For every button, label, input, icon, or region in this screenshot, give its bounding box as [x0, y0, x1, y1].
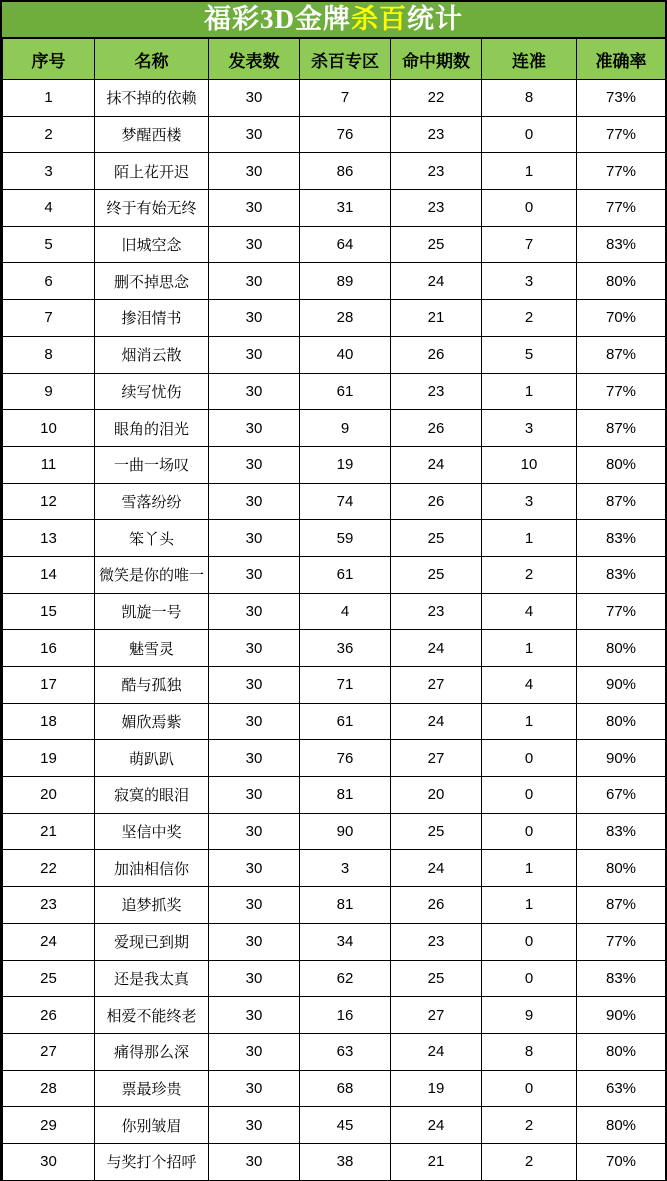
cell-index: 12: [3, 483, 95, 520]
cell-name: 一曲一场叹: [95, 446, 209, 483]
cell-kill-zone: 61: [300, 703, 391, 740]
cell-published: 30: [209, 153, 300, 190]
cell-published: 30: [209, 373, 300, 410]
cell-accuracy: 90%: [577, 740, 666, 777]
cell-kill-zone: 9: [300, 410, 391, 447]
column-header-streak: 连准: [482, 39, 577, 80]
cell-index: 9: [3, 373, 95, 410]
cell-index: 26: [3, 997, 95, 1034]
cell-kill-zone: 81: [300, 887, 391, 924]
cell-accuracy: 67%: [577, 777, 666, 814]
table-row: [3, 190, 666, 227]
cell-published: 30: [209, 923, 300, 960]
cell-streak: 9: [482, 997, 577, 1034]
cell-published: 30: [209, 813, 300, 850]
cell-kill-zone: 71: [300, 667, 391, 704]
cell-kill-zone: 34: [300, 923, 391, 960]
cell-accuracy: 90%: [577, 997, 666, 1034]
cell-kill-zone: 81: [300, 777, 391, 814]
cell-index: 18: [3, 703, 95, 740]
cell-hit-periods: 23: [391, 373, 482, 410]
table-row: [3, 80, 666, 117]
cell-accuracy: 80%: [577, 703, 666, 740]
cell-index: 24: [3, 923, 95, 960]
column-header-hit-periods: 命中期数: [391, 39, 482, 80]
cell-streak: 1: [482, 153, 577, 190]
cell-hit-periods: 26: [391, 410, 482, 447]
cell-accuracy: 77%: [577, 373, 666, 410]
cell-accuracy: 70%: [577, 1143, 666, 1180]
cell-name: 相爱不能终老: [95, 997, 209, 1034]
cell-published: 30: [209, 960, 300, 997]
cell-published: 30: [209, 483, 300, 520]
cell-name: 爱现已到期: [95, 923, 209, 960]
cell-index: 5: [3, 226, 95, 263]
cell-kill-zone: 74: [300, 483, 391, 520]
cell-published: 30: [209, 887, 300, 924]
table-row: [3, 1107, 666, 1144]
cell-streak: 4: [482, 593, 577, 630]
cell-streak: 0: [482, 923, 577, 960]
cell-kill-zone: 63: [300, 1033, 391, 1070]
cell-accuracy: 83%: [577, 520, 666, 557]
cell-streak: 7: [482, 226, 577, 263]
cell-accuracy: 80%: [577, 263, 666, 300]
cell-index: 30: [3, 1143, 95, 1180]
cell-kill-zone: 76: [300, 740, 391, 777]
cell-name: 追梦抓奖: [95, 887, 209, 924]
cell-name: 媚欣焉紫: [95, 703, 209, 740]
cell-streak: 2: [482, 556, 577, 593]
cell-name: 眼角的泪光: [95, 410, 209, 447]
cell-accuracy: 77%: [577, 153, 666, 190]
cell-index: 10: [3, 410, 95, 447]
cell-index: 16: [3, 630, 95, 667]
cell-index: 6: [3, 263, 95, 300]
cell-name: 还是我太真: [95, 960, 209, 997]
cell-accuracy: 80%: [577, 850, 666, 887]
cell-published: 30: [209, 263, 300, 300]
cell-streak: 0: [482, 777, 577, 814]
cell-index: 7: [3, 300, 95, 337]
cell-streak: 4: [482, 667, 577, 704]
cell-streak: 0: [482, 960, 577, 997]
table-row: [3, 446, 666, 483]
cell-streak: 5: [482, 336, 577, 373]
table-row: [3, 1070, 666, 1107]
cell-kill-zone: 16: [300, 997, 391, 1034]
cell-name: 萌趴趴: [95, 740, 209, 777]
cell-index: 14: [3, 556, 95, 593]
cell-published: 30: [209, 997, 300, 1034]
table-row: [3, 153, 666, 190]
table-row: [3, 703, 666, 740]
cell-hit-periods: 24: [391, 263, 482, 300]
cell-published: 30: [209, 1143, 300, 1180]
cell-hit-periods: 25: [391, 813, 482, 850]
cell-accuracy: 83%: [577, 813, 666, 850]
cell-hit-periods: 22: [391, 80, 482, 117]
table-row: [3, 593, 666, 630]
cell-hit-periods: 26: [391, 887, 482, 924]
table-row: [3, 960, 666, 997]
cell-streak: 8: [482, 80, 577, 117]
cell-index: 22: [3, 850, 95, 887]
cell-index: 25: [3, 960, 95, 997]
cell-published: 30: [209, 850, 300, 887]
table-row: [3, 116, 666, 153]
cell-published: 30: [209, 703, 300, 740]
cell-name: 烟消云散: [95, 336, 209, 373]
cell-streak: 1: [482, 850, 577, 887]
column-header-kill-zone: 杀百专区: [300, 39, 391, 80]
cell-streak: 0: [482, 813, 577, 850]
cell-name: 票最珍贵: [95, 1070, 209, 1107]
cell-hit-periods: 23: [391, 153, 482, 190]
cell-hit-periods: 26: [391, 336, 482, 373]
cell-index: 27: [3, 1033, 95, 1070]
cell-accuracy: 83%: [577, 226, 666, 263]
cell-hit-periods: 24: [391, 446, 482, 483]
cell-index: 19: [3, 740, 95, 777]
cell-name: 续写忧伤: [95, 373, 209, 410]
column-header-published: 发表数: [209, 39, 300, 80]
cell-index: 23: [3, 887, 95, 924]
cell-streak: 0: [482, 740, 577, 777]
cell-index: 3: [3, 153, 95, 190]
cell-streak: 3: [482, 483, 577, 520]
cell-index: 8: [3, 336, 95, 373]
cell-accuracy: 63%: [577, 1070, 666, 1107]
cell-published: 30: [209, 556, 300, 593]
cell-index: 13: [3, 520, 95, 557]
cell-streak: 2: [482, 1107, 577, 1144]
cell-streak: 1: [482, 630, 577, 667]
cell-hit-periods: 25: [391, 960, 482, 997]
table-row: [3, 630, 666, 667]
cell-name: 陌上花开迟: [95, 153, 209, 190]
cell-kill-zone: 68: [300, 1070, 391, 1107]
table-row: [3, 226, 666, 263]
cell-kill-zone: 89: [300, 263, 391, 300]
cell-index: 15: [3, 593, 95, 630]
cell-accuracy: 87%: [577, 410, 666, 447]
cell-index: 21: [3, 813, 95, 850]
cell-index: 1: [3, 80, 95, 117]
cell-accuracy: 80%: [577, 1107, 666, 1144]
cell-accuracy: 87%: [577, 483, 666, 520]
cell-streak: 1: [482, 520, 577, 557]
cell-published: 30: [209, 630, 300, 667]
cell-kill-zone: 31: [300, 190, 391, 227]
cell-hit-periods: 21: [391, 300, 482, 337]
cell-published: 30: [209, 410, 300, 447]
cell-streak: 3: [482, 410, 577, 447]
cell-accuracy: 70%: [577, 300, 666, 337]
table-row: [3, 300, 666, 337]
cell-streak: 2: [482, 300, 577, 337]
cell-published: 30: [209, 1070, 300, 1107]
table-row: [3, 813, 666, 850]
title-prefix: 福彩3D金牌: [204, 4, 351, 34]
cell-hit-periods: 21: [391, 1143, 482, 1180]
cell-name: 魅雪灵: [95, 630, 209, 667]
cell-kill-zone: 3: [300, 850, 391, 887]
cell-kill-zone: 61: [300, 373, 391, 410]
title-highlight: 杀百: [351, 4, 407, 34]
cell-kill-zone: 28: [300, 300, 391, 337]
cell-published: 30: [209, 593, 300, 630]
cell-accuracy: 80%: [577, 446, 666, 483]
table-row: [3, 410, 666, 447]
cell-hit-periods: 26: [391, 483, 482, 520]
cell-index: 28: [3, 1070, 95, 1107]
cell-hit-periods: 19: [391, 1070, 482, 1107]
cell-hit-periods: 27: [391, 997, 482, 1034]
cell-kill-zone: 61: [300, 556, 391, 593]
cell-streak: 8: [482, 1033, 577, 1070]
cell-streak: 10: [482, 446, 577, 483]
table-row: [3, 483, 666, 520]
cell-index: 2: [3, 116, 95, 153]
cell-name: 微笑是你的唯一: [95, 556, 209, 593]
table-row: [3, 1033, 666, 1070]
table-row: [3, 373, 666, 410]
cell-streak: 1: [482, 373, 577, 410]
cell-published: 30: [209, 520, 300, 557]
cell-kill-zone: 19: [300, 446, 391, 483]
cell-accuracy: 77%: [577, 116, 666, 153]
cell-kill-zone: 38: [300, 1143, 391, 1180]
cell-streak: 0: [482, 190, 577, 227]
cell-published: 30: [209, 1107, 300, 1144]
stats-table: [2, 38, 666, 1181]
cell-hit-periods: 24: [391, 630, 482, 667]
cell-accuracy: 73%: [577, 80, 666, 117]
table-header: [3, 39, 666, 80]
table-row: [3, 997, 666, 1034]
cell-name: 旧城空念: [95, 226, 209, 263]
cell-hit-periods: 23: [391, 923, 482, 960]
cell-streak: 1: [482, 887, 577, 924]
cell-kill-zone: 62: [300, 960, 391, 997]
table-row: [3, 1143, 666, 1180]
cell-hit-periods: 24: [391, 850, 482, 887]
cell-published: 30: [209, 300, 300, 337]
column-header-name: 名称: [95, 39, 209, 80]
cell-streak: 0: [482, 116, 577, 153]
cell-name: 与奖打个招呼: [95, 1143, 209, 1180]
cell-hit-periods: 24: [391, 1107, 482, 1144]
table-body: [3, 80, 666, 1181]
cell-accuracy: 77%: [577, 190, 666, 227]
cell-kill-zone: 59: [300, 520, 391, 557]
table-row: [3, 556, 666, 593]
cell-name: 终于有始无终: [95, 190, 209, 227]
cell-streak: 3: [482, 263, 577, 300]
cell-hit-periods: 24: [391, 1033, 482, 1070]
cell-kill-zone: 4: [300, 593, 391, 630]
cell-hit-periods: 25: [391, 520, 482, 557]
cell-accuracy: 77%: [577, 923, 666, 960]
cell-published: 30: [209, 740, 300, 777]
cell-index: 11: [3, 446, 95, 483]
cell-index: 17: [3, 667, 95, 704]
title-suffix: 统计: [407, 4, 463, 34]
cell-hit-periods: 25: [391, 556, 482, 593]
cell-kill-zone: 86: [300, 153, 391, 190]
cell-name: 酷与孤独: [95, 667, 209, 704]
table-row: [3, 887, 666, 924]
cell-name: 痛得那么深: [95, 1033, 209, 1070]
table-row: [3, 263, 666, 300]
cell-accuracy: 80%: [577, 630, 666, 667]
cell-kill-zone: 45: [300, 1107, 391, 1144]
cell-published: 30: [209, 226, 300, 263]
column-header-accuracy: 准确率: [577, 39, 666, 80]
column-header-index: 序号: [3, 39, 95, 80]
cell-published: 30: [209, 1033, 300, 1070]
table-row: [3, 777, 666, 814]
cell-published: 30: [209, 116, 300, 153]
header-row: [3, 39, 666, 80]
cell-published: 30: [209, 336, 300, 373]
cell-name: 坚信中奖: [95, 813, 209, 850]
page-title: [2, 2, 665, 38]
cell-published: 30: [209, 80, 300, 117]
cell-hit-periods: 20: [391, 777, 482, 814]
cell-hit-periods: 27: [391, 740, 482, 777]
cell-hit-periods: 27: [391, 667, 482, 704]
table-row: [3, 667, 666, 704]
cell-accuracy: 80%: [577, 1033, 666, 1070]
cell-published: 30: [209, 190, 300, 227]
table-row: [3, 336, 666, 373]
cell-published: 30: [209, 446, 300, 483]
cell-streak: 2: [482, 1143, 577, 1180]
cell-name: 你别皱眉: [95, 1107, 209, 1144]
table-row: [3, 740, 666, 777]
cell-published: 30: [209, 667, 300, 704]
cell-accuracy: 90%: [577, 667, 666, 704]
cell-name: 雪落纷纷: [95, 483, 209, 520]
cell-kill-zone: 64: [300, 226, 391, 263]
cell-name: 寂寞的眼泪: [95, 777, 209, 814]
cell-kill-zone: 40: [300, 336, 391, 373]
cell-published: 30: [209, 777, 300, 814]
cell-hit-periods: 23: [391, 190, 482, 227]
table-row: [3, 923, 666, 960]
cell-name: 梦醒西楼: [95, 116, 209, 153]
cell-name: 笨丫头: [95, 520, 209, 557]
cell-name: 抹不掉的依赖: [95, 80, 209, 117]
table-row: [3, 850, 666, 887]
cell-accuracy: 83%: [577, 556, 666, 593]
cell-streak: 1: [482, 703, 577, 740]
cell-streak: 0: [482, 1070, 577, 1107]
cell-kill-zone: 7: [300, 80, 391, 117]
cell-kill-zone: 36: [300, 630, 391, 667]
cell-name: 加油相信你: [95, 850, 209, 887]
cell-index: 4: [3, 190, 95, 227]
cell-name: 删不掉思念: [95, 263, 209, 300]
cell-name: 凯旋一号: [95, 593, 209, 630]
cell-kill-zone: 90: [300, 813, 391, 850]
cell-index: 20: [3, 777, 95, 814]
cell-index: 29: [3, 1107, 95, 1144]
cell-hit-periods: 23: [391, 593, 482, 630]
cell-hit-periods: 25: [391, 226, 482, 263]
cell-name: 掺泪情书: [95, 300, 209, 337]
cell-kill-zone: 76: [300, 116, 391, 153]
cell-hit-periods: 24: [391, 703, 482, 740]
cell-accuracy: 87%: [577, 887, 666, 924]
cell-accuracy: 87%: [577, 336, 666, 373]
table-row: [3, 520, 666, 557]
cell-accuracy: 83%: [577, 960, 666, 997]
cell-accuracy: 77%: [577, 593, 666, 630]
cell-hit-periods: 23: [391, 116, 482, 153]
